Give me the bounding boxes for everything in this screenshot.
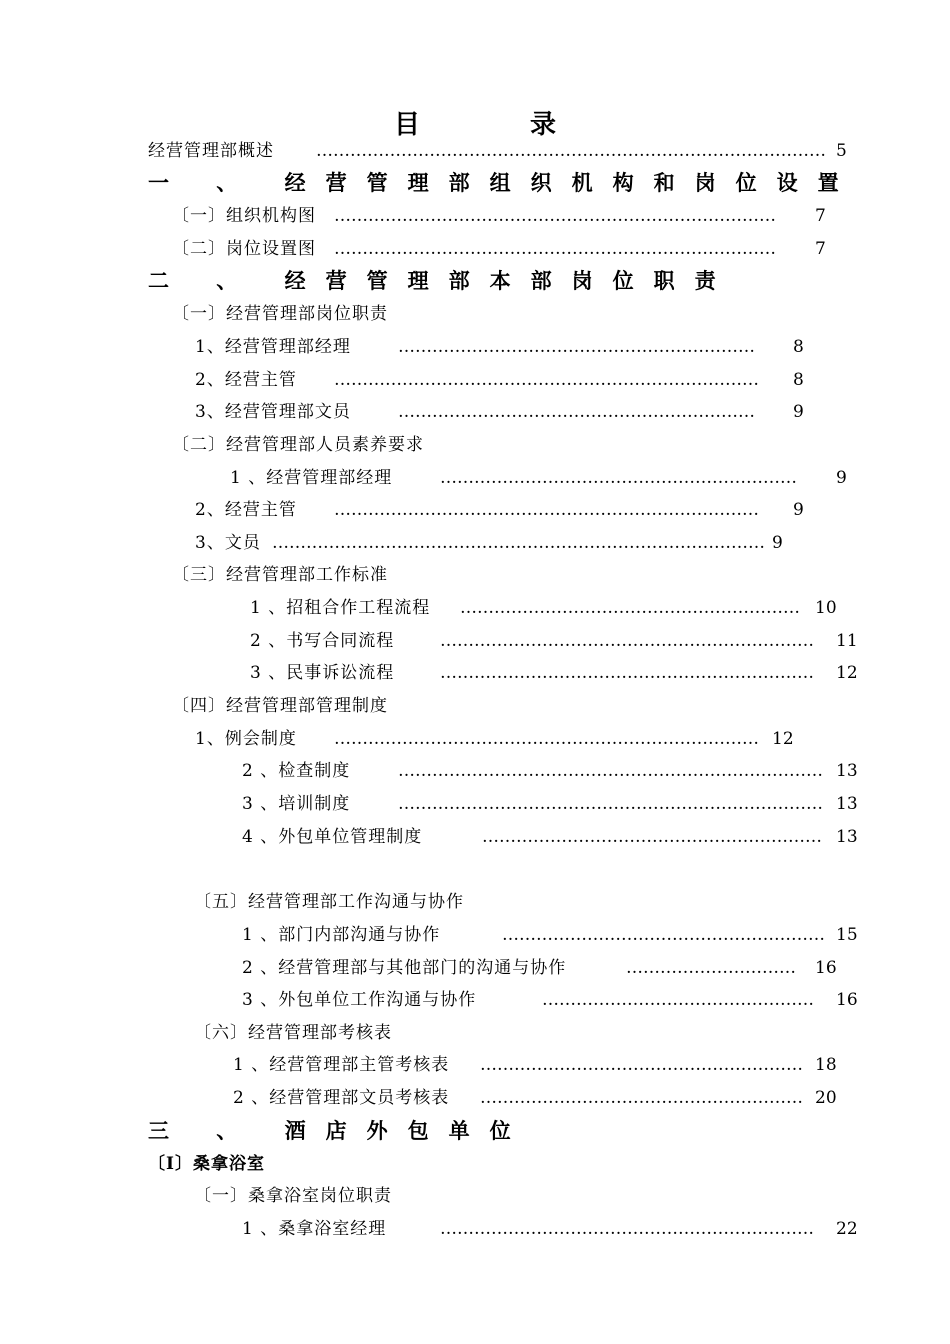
toc-entry-label: 1 、招租合作工程流程 [250, 598, 431, 618]
toc-entry[interactable] [230, 467, 847, 489]
toc-entry-label: 1 、桑拿浴室经理 [242, 1219, 387, 1239]
toc-leader-dots: …………………………………………………………………… [334, 206, 776, 226]
toc-entry[interactable] [250, 630, 858, 652]
toc-page-number: 7 [815, 239, 826, 259]
toc-entry[interactable] [242, 989, 858, 1011]
toc-entry-label: 1 、经营管理部主管考核表 [233, 1055, 450, 1075]
toc-leader-dots: ………………………………………………………………… [334, 729, 759, 749]
toc-leader-dots: …………………………………………………… [460, 598, 800, 618]
toc-entry[interactable] [194, 891, 464, 913]
toc-page-number: 12 [772, 729, 794, 749]
toc-entry[interactable] [250, 597, 837, 619]
toc-subheading: 〔Ⅰ〕桑拿浴室 [148, 1154, 265, 1174]
toc-entry[interactable] [195, 499, 804, 521]
toc-leader-dots: ………………………………………………… [502, 925, 825, 945]
toc-entry-label: 〔一〕组织机构图 [172, 206, 316, 226]
toc-page-number: 9 [793, 500, 804, 520]
toc-page-number: 7 [815, 206, 826, 226]
toc-leader-dots: ………………………………………………………… [440, 631, 814, 651]
toc-page-number: 12 [836, 663, 858, 683]
toc-entry[interactable] [172, 238, 826, 260]
toc-entry[interactable] [242, 957, 837, 979]
toc-entry[interactable] [195, 336, 804, 358]
toc-leader-dots: ………………………………………………………………… [334, 500, 759, 520]
toc-entry-label: 2、经营主管 [195, 500, 297, 520]
toc-entry-label: 2、经营主管 [195, 370, 297, 390]
toc-entry-label: 〔六〕经营管理部考核表 [194, 1023, 392, 1043]
toc-page-number: 10 [815, 598, 837, 618]
toc-entry[interactable] [172, 303, 388, 325]
toc-entry-label: 经营管理部概述 [148, 141, 274, 161]
toc-leader-dots: ………………………………………………… [480, 1088, 803, 1108]
toc-entry-label: 2 、检查制度 [242, 761, 351, 781]
title-part-2: 录 [530, 110, 557, 140]
toc-entry[interactable] [194, 1022, 392, 1044]
toc-leader-dots: …………………………………………………… [482, 827, 822, 847]
toc-entry[interactable] [242, 924, 858, 946]
toc-entry-label: 3 、民事诉讼流程 [250, 663, 395, 683]
toc-entry[interactable] [242, 1218, 858, 1240]
toc-entry-label: 〔一〕经营管理部岗位职责 [172, 304, 388, 324]
toc-leader-dots: …………………………………………………………………… [334, 239, 776, 259]
toc-page-number: 16 [836, 990, 858, 1010]
toc-entry[interactable] [195, 532, 783, 554]
toc-page-number: 8 [793, 370, 804, 390]
toc-leader-dots: ……………………………………………………… [440, 468, 797, 488]
toc-entry[interactable] [172, 695, 388, 717]
toc-page-number: 18 [815, 1055, 837, 1075]
toc-page-number: 11 [836, 631, 858, 651]
toc-page-number: 8 [793, 337, 804, 357]
toc-entry-label: 1 、部门内部沟通与协作 [242, 925, 441, 945]
toc-leader-dots: ……………………………………………………………………………… [316, 141, 826, 161]
toc-entry[interactable] [195, 401, 804, 423]
toc-entry-label: 3、文员 [195, 533, 261, 553]
toc-page-number: 16 [815, 958, 837, 978]
toc-leader-dots: ………………………………………………………… [440, 663, 814, 683]
toc-entry-label: 3、经营管理部文员 [195, 402, 351, 422]
toc-page-number: 9 [772, 533, 783, 553]
toc-leader-dots: ………………………… [626, 958, 796, 978]
toc-entry-label: 〔三〕经营管理部工作标准 [172, 565, 388, 585]
toc-leader-dots: ………………………………………………… [480, 1055, 803, 1075]
toc-entry-label: 〔二〕岗位设置图 [172, 239, 316, 259]
toc-entry-label: 〔五〕经营管理部工作沟通与协作 [194, 892, 464, 912]
toc-leader-dots: ……………………………………………………… [398, 337, 755, 357]
toc-entry-label: 3 、培训制度 [242, 794, 351, 814]
toc-entry[interactable] [148, 140, 847, 162]
toc-leader-dots: ………………………………………… [542, 990, 814, 1010]
toc-page-number: 9 [793, 402, 804, 422]
toc-entry[interactable] [250, 662, 858, 684]
toc-entry[interactable] [194, 1185, 392, 1207]
title-part-1: 目 [393, 110, 420, 140]
toc-entry[interactable] [172, 434, 424, 456]
toc-entry[interactable] [172, 205, 826, 227]
toc-entry[interactable] [195, 369, 804, 391]
toc-entry-label: 1 、经营管理部经理 [230, 468, 393, 488]
toc-entry-label: 1、例会制度 [195, 729, 297, 749]
toc-page-number: 20 [815, 1088, 837, 1108]
toc-entry[interactable] [242, 793, 858, 815]
toc-heading: 一 、 经营管理部组织机构和岗位设置 [148, 170, 859, 195]
toc-entry[interactable] [233, 1087, 837, 1109]
toc-entry-label: 〔四〕经营管理部管理制度 [172, 696, 388, 716]
toc-heading: 二 、 经营管理部本部岗位职责 [148, 268, 736, 293]
toc-page-number: 13 [836, 827, 858, 847]
toc-leader-dots: ………………………………………………………… [440, 1219, 814, 1239]
toc-page-number: 9 [836, 468, 847, 488]
toc-leader-dots: ………………………………………………………………… [334, 370, 759, 390]
toc-entry-label: 4 、外包单位管理制度 [242, 827, 423, 847]
toc-entry-label: 〔一〕桑拿浴室岗位职责 [194, 1186, 392, 1206]
toc-page-number: 15 [836, 925, 858, 945]
toc-leader-dots: ……………………………………………………… [398, 402, 755, 422]
toc-entry-label: 2 、书写合同流程 [250, 631, 395, 651]
toc-page-number: 22 [836, 1219, 858, 1239]
toc-leader-dots: …………………………………………………………………………… [272, 533, 765, 553]
toc-heading: 三 、 酒店外包单位 [148, 1118, 531, 1143]
toc-entry[interactable] [233, 1054, 837, 1076]
toc-entry[interactable] [172, 564, 388, 586]
toc-entry-label: 1、经营管理部经理 [195, 337, 351, 357]
toc-page-number: 13 [836, 761, 858, 781]
toc-entry-label: 2 、经营管理部文员考核表 [233, 1088, 450, 1108]
toc-entry-label: 〔二〕经营管理部人员素养要求 [172, 435, 424, 455]
toc-entry[interactable] [195, 728, 794, 750]
toc-entry[interactable] [242, 826, 858, 848]
toc-page-number: 5 [836, 141, 847, 161]
toc-entry[interactable] [242, 760, 858, 782]
toc-leader-dots: ………………………………………………………………… [398, 794, 823, 814]
toc-entry-label: 2 、经营管理部与其他部门的沟通与协作 [242, 958, 567, 978]
toc-page-number: 13 [836, 794, 858, 814]
page-title [0, 104, 950, 141]
toc-entry-label: 3 、外包单位工作沟通与协作 [242, 990, 477, 1010]
toc-leader-dots: ………………………………………………………………… [398, 761, 823, 781]
